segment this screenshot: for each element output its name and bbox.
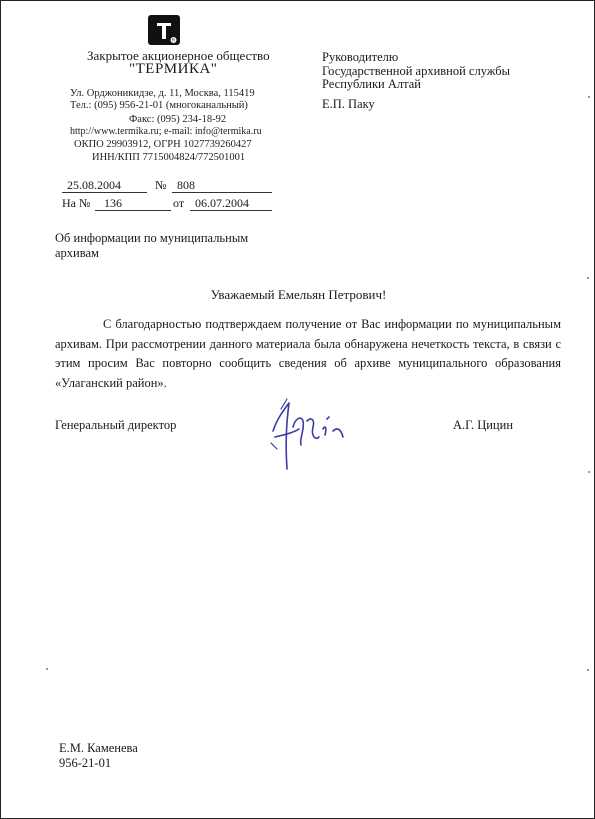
outgoing-number-underline	[172, 192, 272, 193]
subject-line-1: Об информации по муниципальным	[55, 231, 249, 245]
reference-date: 06.07.2004	[195, 196, 249, 210]
outgoing-date-underline	[62, 192, 147, 193]
termika-t-logo-icon	[148, 15, 180, 45]
reference-date-label: от	[173, 196, 185, 210]
executor-name: Е.М. Каменева	[59, 741, 138, 755]
sender-phone: Тел.: (095) 956-21-01 (многоканальный)	[70, 100, 248, 111]
executor-phone: 956-21-01	[59, 756, 112, 770]
letter-body: С благодарностью подтверждаем получение от Вас информации по муниципальным архивам. При рассмотрении данного материала была обнаружена нечеткость текста, в связи с этим просим Вас повторно сообщить сведения об архиве муниципального образования «Улаганский район».	[55, 317, 561, 390]
scan-speck	[587, 669, 589, 671]
sender-codes-okpo-ogrn: ОКПО 29903912, ОГРН 1027739260427	[74, 139, 252, 150]
reference-number: 136	[104, 196, 122, 210]
outgoing-number: 808	[177, 178, 195, 192]
recipient-line-2: Государственной архивной службы	[322, 64, 511, 78]
recipient-name: Е.П. Паку	[322, 97, 375, 111]
sender-company-name: "ТЕРМИКА"	[129, 61, 218, 77]
sender-web-email: http://www.termika.ru; e-mail: info@termika.ru	[70, 126, 262, 137]
scan-speck	[46, 668, 48, 670]
sender-address: Ул. Орджоникидзе, д. 11, Москва, 115419	[70, 88, 255, 99]
scan-speck	[587, 277, 589, 279]
signatory-name: А.Г. Цицин	[453, 418, 514, 432]
outgoing-date: 25.08.2004	[67, 178, 121, 192]
scan-speck	[588, 96, 590, 98]
recipient-line-1: Руководителю	[322, 50, 399, 64]
sender-company-type: Закрытое акционерное общество	[87, 48, 270, 63]
signatory-position: Генеральный директор	[55, 418, 177, 432]
scan-speck	[588, 471, 590, 473]
reference-label: На №	[62, 196, 91, 210]
greeting: Уважаемый Емельян Петрович!	[210, 287, 387, 302]
reference-date-underline	[190, 210, 272, 211]
sender-fax: Факс: (095) 234-18-92	[129, 114, 227, 125]
svg-text:R: R	[171, 37, 176, 43]
handwritten-signature	[263, 389, 353, 479]
subject-line-2: архивам	[55, 246, 99, 260]
sender-codes-inn-kpp: ИНН/КПП 7715004824/772501001	[92, 152, 246, 163]
outgoing-number-label: №	[155, 178, 167, 192]
reference-number-underline	[95, 210, 171, 211]
recipient-line-3: Республики Алтай	[322, 77, 421, 91]
